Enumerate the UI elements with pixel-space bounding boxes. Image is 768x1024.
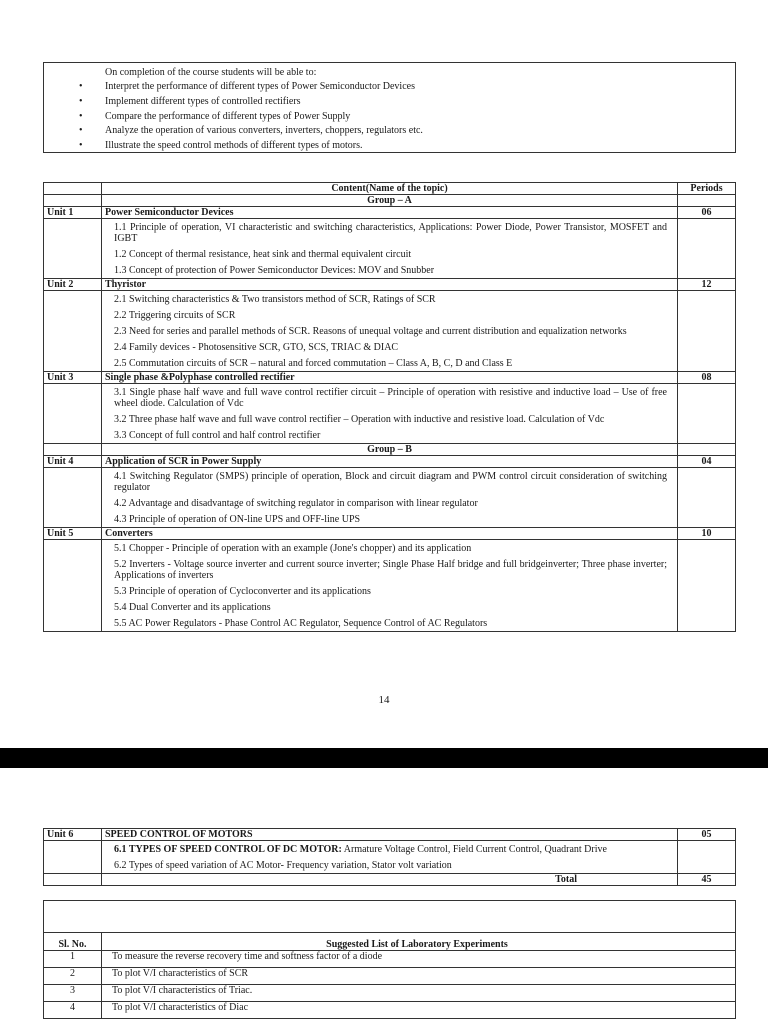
subtopics-list xyxy=(102,540,678,632)
subtopic: 6.2 Types of speed variation of AC Motor- Frequency variation, Stator volt variation xyxy=(114,860,452,871)
unit-row xyxy=(44,372,736,384)
sl-no-header: Sl. No. xyxy=(44,933,102,951)
unit-subtopics-row xyxy=(44,219,736,279)
content-header: Content(Name of the topic) xyxy=(102,183,678,195)
subtopic: 4.2 Advantage and disadvantage of switching regulator in comparison with linear regulator xyxy=(114,498,478,509)
table-row xyxy=(44,985,736,1002)
subtopic: 2.1 Switching characteristics & Two transistors method of SCR, Ratings of SCR xyxy=(114,294,436,305)
subtopics-list xyxy=(102,468,678,528)
subtopic: 1.2 Concept of thermal resistance, heat sink and thermal equivalent circuit xyxy=(114,249,412,260)
unit-subtopics-row xyxy=(44,540,736,632)
experiment-text: To measure the reverse recovery time and softness factor of a diode xyxy=(102,951,736,968)
subtopic: 4.1 Switching Regulator (SMPS) principle of operation, Block and circuit diagram and PWM control circuit consideration of switching regulator xyxy=(114,471,667,493)
table-row xyxy=(44,951,736,968)
content-table xyxy=(43,182,736,632)
unit-label: Unit 1 xyxy=(44,207,102,219)
outcome-item: • Illustrate the speed control methods of different types of motors. xyxy=(44,139,423,154)
subtopics-list xyxy=(102,291,678,372)
sl-no: 4 xyxy=(44,1002,102,1019)
lab-title: Suggested List of Laboratory Experiments xyxy=(102,933,736,951)
subtopic: 4.3 Principle of operation of ON-line UPS and OFF-line UPS xyxy=(114,514,361,525)
subtopic: 5.1 Chopper - Principle of operation with an example (Jone's chopper) and its application xyxy=(114,543,472,554)
table-row xyxy=(44,968,736,985)
total-value: 45 xyxy=(678,874,736,886)
experiment-text: To plot V/I characteristics of SCR xyxy=(102,968,736,985)
unit-periods: 08 xyxy=(678,372,736,384)
subtopic: 6.1 TYPES OF SPEED CONTROL OF DC MOTOR: Armature Voltage Control, Field Current Control, Quadrant Drive xyxy=(114,844,607,855)
page-number: 14 xyxy=(378,694,390,706)
unit-title: Thyristor xyxy=(102,279,678,291)
course-outcomes-box xyxy=(43,62,736,153)
lab-experiments-table xyxy=(43,900,736,1019)
bullet-icon: • xyxy=(79,81,83,92)
unit-row xyxy=(44,456,736,468)
unit-title: Single phase &Polyphase controlled rectifier xyxy=(102,372,678,384)
subtopic: 2.2 Triggering circuits of SCR xyxy=(114,310,236,321)
subtopics-list xyxy=(102,219,678,279)
unit-row xyxy=(44,528,736,540)
unit-title: Application of SCR in Power Supply xyxy=(102,456,678,468)
bullet-icon: • xyxy=(79,125,83,137)
outcome-item: • Analyze the operation of various converters, inverters, choppers, regulators etc. xyxy=(44,124,423,139)
table-row xyxy=(44,1002,736,1019)
unit-title: Converters xyxy=(102,528,678,540)
subtopic: 2.3 Need for series and parallel methods of SCR. Reasons of unequal voltage and current distribution and equalization networks xyxy=(114,326,627,337)
total-label: Total xyxy=(102,874,678,886)
subtopic: 5.4 Dual Converter and its applications xyxy=(114,602,271,613)
outcomes-intro: On completion of the course students will be able to: xyxy=(105,67,317,78)
subtopic: 3.1 Single phase half wave and full wave control rectifier circuit – Principle of operation with resistive and inductive load – Use of free wheel diode. Calculation of Vdc xyxy=(114,387,667,409)
outcome-item: • Interpret the performance of different types of Power Semiconductor Devices xyxy=(44,80,423,95)
subtopics-list xyxy=(102,384,678,444)
subtopics-list xyxy=(102,841,678,874)
periods-header: Periods xyxy=(678,183,736,195)
total-row xyxy=(44,874,736,886)
page-separator-band xyxy=(0,748,768,768)
unit-title: SPEED CONTROL OF MOTORS xyxy=(102,829,678,841)
outcomes-list xyxy=(44,80,423,154)
unit-label: Unit 4 xyxy=(44,456,102,468)
subtopic: 5.5 AC Power Regulators - Phase Control AC Regulator, Sequence Control of AC Regulators xyxy=(114,618,488,629)
unit-periods: 10 xyxy=(678,528,736,540)
unit-periods: 05 xyxy=(678,829,736,841)
experiment-text: To plot V/I characteristics of Diac xyxy=(102,1002,736,1019)
unit-periods: 12 xyxy=(678,279,736,291)
subtopic: 5.2 Inverters - Voltage source inverter and current source inverter; Single Phase Half bridge and full bridgeinverter; Three phase inverter; Applications of inverters xyxy=(114,559,667,581)
unit-title: Power Semiconductor Devices xyxy=(102,207,678,219)
unit-periods: 04 xyxy=(678,456,736,468)
unit-label: Unit 5 xyxy=(44,528,102,540)
subtopic: 1.1 Principle of operation, VI characteristic and switching characteristics, Applications: Power Diode, Power Transistor, MOSFET and IGBT xyxy=(114,222,667,244)
unit-row xyxy=(44,279,736,291)
lab-header-row xyxy=(44,933,736,951)
bullet-icon: • xyxy=(79,110,83,122)
unit-subtopics-row xyxy=(44,841,736,874)
subtopic: 3.2 Three phase half wave and full wave control rectifier – Operation with inductive and resistive load. Calculation of Vdc xyxy=(114,414,605,425)
subtopic: 2.4 Family devices - Photosensitive SCR, GTO, SCS, TRIAC & DIAC xyxy=(114,342,399,353)
experiment-text: To plot V/I characteristics of Triac. xyxy=(102,985,736,1002)
sl-no: 1 xyxy=(44,951,102,968)
sl-no: 3 xyxy=(44,985,102,1002)
unit-label: Unit 2 xyxy=(44,279,102,291)
unit-row xyxy=(44,829,736,841)
unit-subtopics-row xyxy=(44,468,736,528)
outcome-item: • Compare the performance of different types of Power Supply xyxy=(44,110,423,125)
unit-row xyxy=(44,207,736,219)
group-row xyxy=(44,444,736,456)
unit-label: Unit 6 xyxy=(44,829,102,841)
unit6-table xyxy=(43,828,736,886)
spacer-row xyxy=(44,901,736,933)
group-b-label: Group – B xyxy=(102,444,678,456)
table-header-row xyxy=(44,183,736,195)
bullet-icon: • xyxy=(79,95,83,107)
subtopic: 5.3 Principle of operation of Cycloconverter and its applications xyxy=(114,586,371,597)
unit-label: Unit 3 xyxy=(44,372,102,384)
subtopic: 3.3 Concept of full control and half control rectifier xyxy=(114,430,321,441)
subtopic: 2.5 Commutation circuits of SCR – natural and forced commutation – Class A, B, C, D and Class E xyxy=(114,358,513,369)
bullet-icon: • xyxy=(79,140,83,152)
unit-subtopics-row xyxy=(44,384,736,444)
outcome-item: • Implement different types of controlled rectifiers xyxy=(44,95,423,110)
group-row xyxy=(44,195,736,207)
unit-subtopics-row xyxy=(44,291,736,372)
unit-periods: 06 xyxy=(678,207,736,219)
sl-no: 2 xyxy=(44,968,102,985)
subtopic: 1.3 Concept of protection of Power Semiconductor Devices: MOV and Snubber xyxy=(114,265,435,276)
group-a-label: Group – A xyxy=(102,195,678,207)
